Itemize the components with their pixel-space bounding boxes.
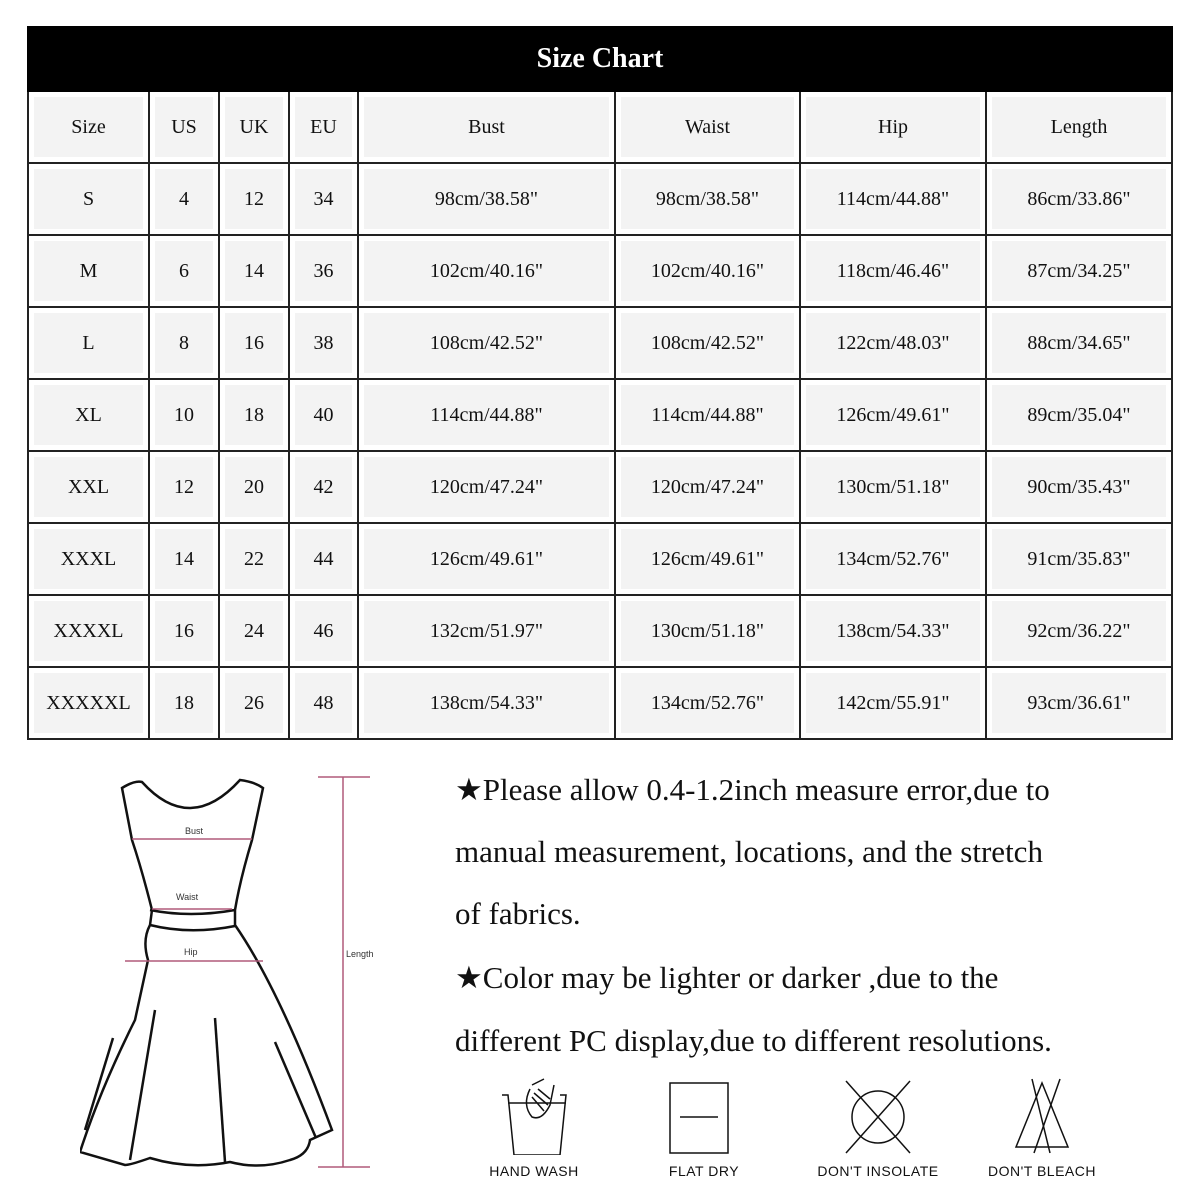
table-cell: 8 — [149, 307, 219, 379]
table-cell: 118cm/46.46" — [800, 235, 986, 307]
hand-wash-icon — [494, 1075, 574, 1155]
table-cell: 114cm/44.88" — [800, 163, 986, 235]
column-header: Hip — [800, 91, 986, 163]
table-cell: S — [28, 163, 149, 235]
table-row — [28, 523, 1172, 595]
table-cell: 14 — [149, 523, 219, 595]
table-cell: 91cm/35.83" — [986, 523, 1172, 595]
table-cell: 132cm/51.97" — [358, 595, 615, 667]
table-cell: 138cm/54.33" — [358, 667, 615, 739]
bust-label: Bust — [185, 826, 204, 836]
care-label: DON'T BLEACH — [988, 1163, 1096, 1179]
dont-bleach-icon — [1002, 1075, 1082, 1155]
table-cell: 120cm/47.24" — [358, 451, 615, 523]
table-cell: XXXXXL — [28, 667, 149, 739]
care-hand-wash — [464, 1075, 604, 1179]
note-line: manual measurement, locations, and the stretch — [455, 834, 1043, 869]
table-cell: 108cm/42.52" — [615, 307, 800, 379]
hip-label: Hip — [184, 947, 198, 957]
table-cell: 114cm/44.88" — [358, 379, 615, 451]
table-cell: 14 — [219, 235, 289, 307]
table-cell: 130cm/51.18" — [800, 451, 986, 523]
table-cell: 26 — [219, 667, 289, 739]
chart-title: Size Chart — [28, 27, 1172, 91]
table-cell: 12 — [149, 451, 219, 523]
table-cell: 46 — [289, 595, 358, 667]
column-header: EU — [289, 91, 358, 163]
table-cell: 16 — [149, 595, 219, 667]
table-row — [28, 307, 1172, 379]
table-cell: 122cm/48.03" — [800, 307, 986, 379]
table-row — [28, 379, 1172, 451]
dress-measurement-diagram — [80, 760, 410, 1200]
table-cell: 4 — [149, 163, 219, 235]
table-cell: XL — [28, 379, 149, 451]
care-dont-insolate — [808, 1075, 948, 1179]
table-row — [28, 667, 1172, 739]
column-header: Length — [986, 91, 1172, 163]
table-cell: XXXL — [28, 523, 149, 595]
table-cell: 120cm/47.24" — [615, 451, 800, 523]
table-cell: 126cm/49.61" — [615, 523, 800, 595]
column-header: Bust — [358, 91, 615, 163]
table-cell: 12 — [219, 163, 289, 235]
table-cell: 48 — [289, 667, 358, 739]
table-cell: 89cm/35.04" — [986, 379, 1172, 451]
size-chart-table — [27, 26, 1173, 740]
table-cell: 18 — [149, 667, 219, 739]
table-cell: 126cm/49.61" — [800, 379, 986, 451]
care-dont-bleach — [972, 1075, 1112, 1179]
table-cell: XXXXL — [28, 595, 149, 667]
column-header: UK — [219, 91, 289, 163]
care-label: HAND WASH — [489, 1163, 579, 1179]
table-cell: XXL — [28, 451, 149, 523]
flat-dry-icon — [664, 1075, 744, 1155]
table-cell: 134cm/52.76" — [800, 523, 986, 595]
care-flat-dry — [634, 1075, 774, 1179]
table-cell: 142cm/55.91" — [800, 667, 986, 739]
table-cell: 6 — [149, 235, 219, 307]
table-cell: 102cm/40.16" — [615, 235, 800, 307]
table-cell: 38 — [289, 307, 358, 379]
measure-lines — [125, 777, 370, 1167]
column-header: Waist — [615, 91, 800, 163]
table-cell: 10 — [149, 379, 219, 451]
table-cell: 22 — [219, 523, 289, 595]
note-line: ★Please allow 0.4-1.2inch measure error,due to — [455, 772, 1050, 807]
dress-outline — [80, 780, 332, 1166]
table-cell: L — [28, 307, 149, 379]
table-cell: 134cm/52.76" — [615, 667, 800, 739]
column-header: Size — [28, 91, 149, 163]
table-cell: 86cm/33.86" — [986, 163, 1172, 235]
table-cell: 40 — [289, 379, 358, 451]
table-cell: 16 — [219, 307, 289, 379]
table-cell: 98cm/38.58" — [358, 163, 615, 235]
table-cell: 130cm/51.18" — [615, 595, 800, 667]
table-cell: 138cm/54.33" — [800, 595, 986, 667]
waist-label: Waist — [176, 892, 199, 902]
note-line: ★Color may be lighter or darker ,due to the — [455, 960, 999, 995]
table-cell: 90cm/35.43" — [986, 451, 1172, 523]
table-cell: 44 — [289, 523, 358, 595]
dont-insolate-icon — [838, 1075, 918, 1155]
table-cell: 88cm/34.65" — [986, 307, 1172, 379]
table-cell: 24 — [219, 595, 289, 667]
table-cell: 92cm/36.22" — [986, 595, 1172, 667]
table-row — [28, 451, 1172, 523]
table-cell: 42 — [289, 451, 358, 523]
table-row — [28, 235, 1172, 307]
table-cell: 114cm/44.88" — [615, 379, 800, 451]
table-cell: 93cm/36.61" — [986, 667, 1172, 739]
table-cell: M — [28, 235, 149, 307]
care-label: FLAT DRY — [668, 1163, 740, 1179]
note-line: different PC display,due to different resolutions. — [455, 1023, 1052, 1058]
column-header: US — [149, 91, 219, 163]
table-cell: 126cm/49.61" — [358, 523, 615, 595]
table-row — [28, 163, 1172, 235]
table-cell: 108cm/42.52" — [358, 307, 615, 379]
table-row — [28, 595, 1172, 667]
note-line: of fabrics. — [455, 896, 581, 931]
length-label: Length — [346, 949, 374, 959]
table-cell: 102cm/40.16" — [358, 235, 615, 307]
table-cell: 18 — [219, 379, 289, 451]
table-cell: 36 — [289, 235, 358, 307]
table-cell: 87cm/34.25" — [986, 235, 1172, 307]
care-label: DON'T INSOLATE — [817, 1163, 939, 1179]
header-row — [28, 91, 1172, 163]
table-cell: 34 — [289, 163, 358, 235]
table-cell: 98cm/38.58" — [615, 163, 800, 235]
table-cell: 20 — [219, 451, 289, 523]
